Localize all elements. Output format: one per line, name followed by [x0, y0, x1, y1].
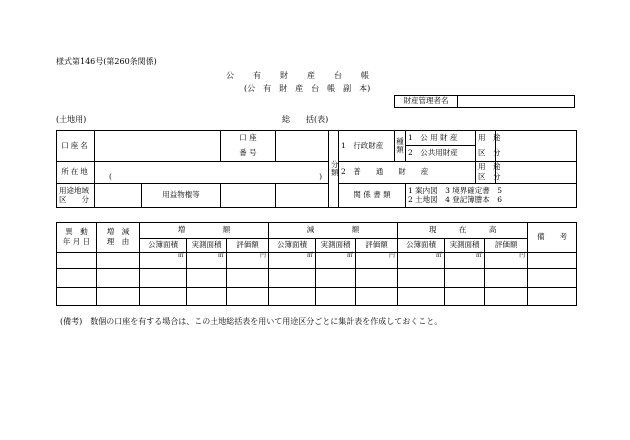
reason-2: 理 由	[106, 237, 130, 247]
related-docs-list	[406, 183, 577, 207]
zone-label	[57, 183, 95, 207]
doc-row-2: 2 土地図 4 登記簿謄本 6	[408, 195, 503, 205]
row3-cell[interactable]	[528, 287, 577, 305]
unit-area-3: ㎡	[269, 252, 316, 268]
unit-area-4: ㎡	[316, 252, 356, 268]
dec-public-area: 公簿面積	[269, 239, 316, 253]
location-paren-row	[95, 172, 329, 183]
page-title: 公 有 財 産 台 帳	[226, 71, 370, 80]
category-label: 分類	[329, 131, 339, 208]
usage-label-1: 用 途	[476, 131, 496, 146]
summary-table	[56, 130, 577, 208]
cur-actual-area: 実測面積	[445, 239, 485, 253]
zone-label-2: 区 分	[59, 195, 89, 205]
current-header: 現 在 高	[398, 223, 528, 239]
public-facility-value[interactable]	[221, 183, 276, 207]
unit-yen-3: 円	[485, 252, 528, 268]
inc-actual-area: 実測面積	[187, 239, 227, 253]
change-date-2: 年 月 日	[62, 237, 91, 247]
usage-label-4: 区 分	[476, 172, 496, 183]
cur-public-area: 公簿面積	[398, 239, 445, 253]
inc-public-area: 公簿面積	[140, 239, 187, 253]
account-number-label-1: 口 座	[221, 131, 276, 146]
usage-label-2: 区 分	[476, 146, 496, 161]
row1-remarks[interactable]	[528, 252, 577, 268]
ledger-table	[56, 222, 577, 306]
category-1: 1 行政財産	[339, 131, 395, 162]
spacer-cell	[276, 183, 329, 207]
decrease-header: 減 額	[269, 223, 398, 239]
row2-cell[interactable]	[97, 269, 140, 287]
row3-cell[interactable]	[485, 287, 528, 305]
account-number-label-2: 番 号	[221, 146, 276, 161]
reason-1: 増 減	[106, 226, 130, 236]
inc-value: 評価額	[227, 239, 269, 253]
unit-area-5: ㎡	[398, 252, 445, 268]
row1-reason[interactable]	[97, 252, 140, 268]
change-date-1: 異 動	[65, 226, 88, 236]
page-subtitle: (公 有 財 産 台 帳 副 本)	[244, 84, 371, 93]
usage-value-1[interactable]	[496, 131, 577, 162]
zone-value[interactable]	[95, 183, 142, 207]
row3-cell[interactable]	[398, 287, 445, 305]
row2-cell[interactable]	[269, 269, 316, 287]
row2-cell[interactable]	[140, 269, 187, 287]
row2-cell[interactable]	[356, 269, 398, 287]
row3-cell[interactable]	[140, 287, 187, 305]
paren-close: )	[319, 172, 322, 182]
category-2: 2 普 通 財 産	[339, 161, 476, 183]
summary-label: 総 括(表)	[282, 115, 329, 124]
remarks-header: 備 考	[528, 223, 577, 253]
row3-cell[interactable]	[269, 287, 316, 305]
manager-value[interactable]	[458, 96, 575, 108]
kind-2: 2 公共用財産	[406, 146, 476, 161]
row1-date[interactable]	[57, 252, 97, 268]
row3-cell[interactable]	[57, 287, 97, 305]
account-number-value[interactable]	[276, 131, 329, 162]
unit-yen-2: 円	[356, 252, 398, 268]
dec-actual-area: 実測面積	[316, 239, 356, 253]
unit-yen-1: 円	[227, 252, 269, 268]
kind-1: 1 公 用 財 産	[406, 131, 476, 146]
cur-value: 評価額	[485, 239, 528, 253]
row3-cell[interactable]	[445, 287, 485, 305]
related-docs-label: 関 係 書 類	[339, 183, 406, 207]
row2-cell[interactable]	[316, 269, 356, 287]
account-name-value[interactable]	[95, 131, 221, 162]
row2-cell[interactable]	[187, 269, 227, 287]
increase-header: 増 額	[140, 223, 269, 239]
section-label: (土地用)	[56, 115, 87, 124]
unit-area-1: ㎡	[140, 252, 187, 268]
dec-value: 評価額	[356, 239, 398, 253]
row3-cell[interactable]	[316, 287, 356, 305]
row2-cell[interactable]	[528, 269, 577, 287]
unit-area-2: ㎡	[187, 252, 227, 268]
paren-open: (	[109, 172, 112, 182]
row2-cell[interactable]	[398, 269, 445, 287]
public-facility-label: 用益物権等	[142, 183, 221, 207]
reason-header	[97, 223, 140, 253]
usage-label-3: 用 途	[476, 161, 496, 172]
unit-area-6: ㎡	[445, 252, 485, 268]
row2-cell[interactable]	[485, 269, 528, 287]
row2-cell[interactable]	[57, 269, 97, 287]
row3-cell[interactable]	[187, 287, 227, 305]
row3-cell[interactable]	[97, 287, 140, 305]
row2-cell[interactable]	[227, 269, 269, 287]
row3-cell[interactable]	[227, 287, 269, 305]
row2-cell[interactable]	[445, 269, 485, 287]
row3-cell[interactable]	[356, 287, 398, 305]
change-date-header	[57, 223, 97, 253]
kind-label: 種類	[395, 131, 406, 162]
form-number: 様式第146号(第260条関係)	[56, 57, 157, 66]
manager-box	[394, 95, 575, 108]
account-name-label: 口座名	[57, 131, 95, 162]
usage-value-2[interactable]	[496, 161, 577, 183]
location-value[interactable]	[95, 161, 329, 172]
zone-label-1: 用途地域	[59, 185, 89, 195]
doc-row-1: 1 案内図 3 境界確定書 5	[408, 185, 503, 195]
location-label: 所在地	[57, 161, 95, 183]
manager-label: 財産管理者名	[395, 96, 458, 108]
note: (備考) 数個の口座を有する場合は、この土地総括表を用いて用途区分ごとに集計表を作成しておくこと。	[60, 317, 443, 326]
